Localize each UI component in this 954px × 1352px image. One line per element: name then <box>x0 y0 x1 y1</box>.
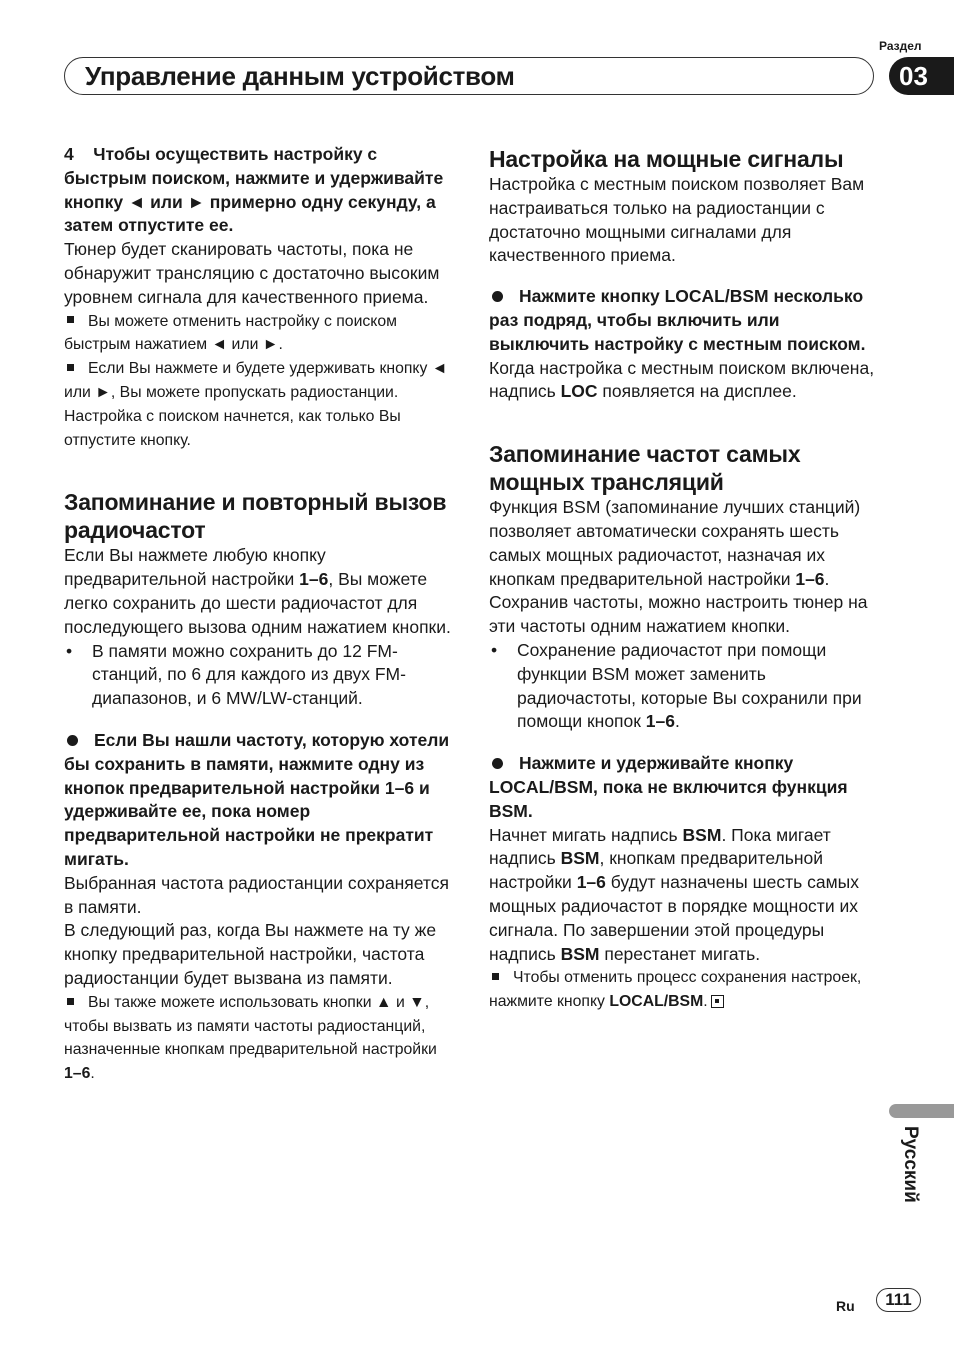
section-number-badge: 03 <box>889 57 954 95</box>
round-bullet-icon <box>67 735 78 746</box>
note-cancel-bsm: Чтобы отменить процесс сохранения настроек, нажмите кнопку LOCAL/BSM. <box>489 969 862 1011</box>
memory-action: Если Вы нашли частоту, которую хотели бы сохранить в памяти, нажмите одну из кнопок предварительной настройки 1–6 и удерживайте ее, пока номер предварительной настройки не прекратит мигать. <box>64 729 450 869</box>
page-title: Управление данным устройством <box>85 61 515 91</box>
bsm-action: Нажмите и удерживайте кнопку LOCAL/BSM, пока не включится функция BSM. <box>489 753 848 821</box>
note-cancel-seek: Вы можете отменить настройку с поиском быстрым нажатием ◄ или ►. <box>64 312 398 354</box>
step-4-instruction <box>64 143 456 238</box>
local-intro: Настройка с местным поиском позволяет Вам настраиваться только на радиостанции с достаточно мощными сигналами для качественного приема. <box>489 174 865 266</box>
round-bullet-icon <box>492 758 503 769</box>
right-column <box>489 143 881 1014</box>
square-bullet-icon <box>492 973 499 980</box>
memory-recall-text: В следующий раз, когда Вы нажмете на ту же кнопку предварительной настройки, частота радиостанции будет вызвана из памяти. <box>64 920 437 988</box>
bsm-bullet: • Сохранение радиочастот при помощи функции BSM может заменить радиочастоты, которые Вы сохранили при помощи кнопок 1–6. <box>489 639 881 734</box>
language-code: Ru <box>836 1298 855 1314</box>
step-4-bold-text: Чтобы осуществить настройку с быстрым поиском, нажмите и удерживайте кнопку ◄ или ► примерно одну секунду, а затем отпустите ее. <box>64 144 444 236</box>
memory-stored-text: Выбранная частота радиостанции сохраняется в памяти. <box>64 872 449 917</box>
note-skip-stations: Если Вы нажмете и будете удерживать кнопку ◄ или ►, Вы можете пропускать радиостанции. Настройка с поиском начнется, как только Вы отпустите кнопку. <box>64 360 448 449</box>
square-bullet-icon <box>67 316 74 323</box>
bullet-icon: • <box>66 640 73 661</box>
page-number: 111 <box>876 1288 921 1312</box>
bsm-intro: Функция BSM (запоминание лучших станций) позволяет автоматически сохранять шесть самых мощных радиочастот, назначая их кнопкам предварительной настройки 1–6. Сохранив частоты, можно настроить тюнер на эти частоты одним нажатием кнопки. <box>489 497 868 637</box>
header-bar <box>64 57 874 95</box>
bsm-result: Начнет мигать надпись BSM. Пока мигает надпись BSM, кнопкам предварительной настройки 1–6 будут назначены шесть самых мощных радиочастот в порядке мощности их сигнала. По завершении этой процедуры надпись BSM перестанет мигать. <box>489 824 859 964</box>
heading-local: Настройка на мощные сигналы <box>489 146 844 172</box>
note-arrow-keys: Вы также можете использовать кнопки ▲ и ▼, чтобы вызвать из памяти частоты радиостанций, назначенные кнопкам предварительной настройки 1–6. <box>64 993 437 1083</box>
memory-intro: Если Вы нажмете любую кнопку предварительной настройки 1–6, Вы можете легко сохранить до шести радиочастот для последующего вызова одним нажатием кнопки. <box>64 545 451 637</box>
step-number: 4 <box>64 144 74 164</box>
bullet-icon: • <box>491 639 498 660</box>
heading-bsm: Запоминание частот самых мощных трансляций <box>489 441 801 496</box>
step-4-description: Тюнер будет сканировать частоты, пока не обнаружит трансляцию с достаточно высоким уровнем сигнала для качественного приема. <box>64 239 440 307</box>
memory-bullet: • В памяти можно сохранить до 12 FM-станций, по 6 для каждого из двух FM-диапазонов, и 6 MW/LW-станций. <box>64 640 456 711</box>
round-bullet-icon <box>492 291 503 302</box>
language-tab-bar <box>889 1104 954 1118</box>
square-bullet-icon <box>67 364 74 371</box>
language-label: Русский <box>900 1126 921 1203</box>
end-of-section-icon <box>711 995 724 1008</box>
section-label: Раздел <box>879 39 922 53</box>
heading-memory: Запоминание и повторный вызов радиочастот <box>64 489 447 544</box>
local-result: Когда настройка с местным поиском включена, надпись LOC появляется на дисплее. <box>489 357 875 402</box>
left-column <box>64 143 456 1086</box>
square-bullet-icon <box>67 998 74 1005</box>
local-action: Нажмите кнопку LOCAL/BSM несколько раз подряд, чтобы включить или выключить настройку с местным поиском. <box>489 286 866 354</box>
